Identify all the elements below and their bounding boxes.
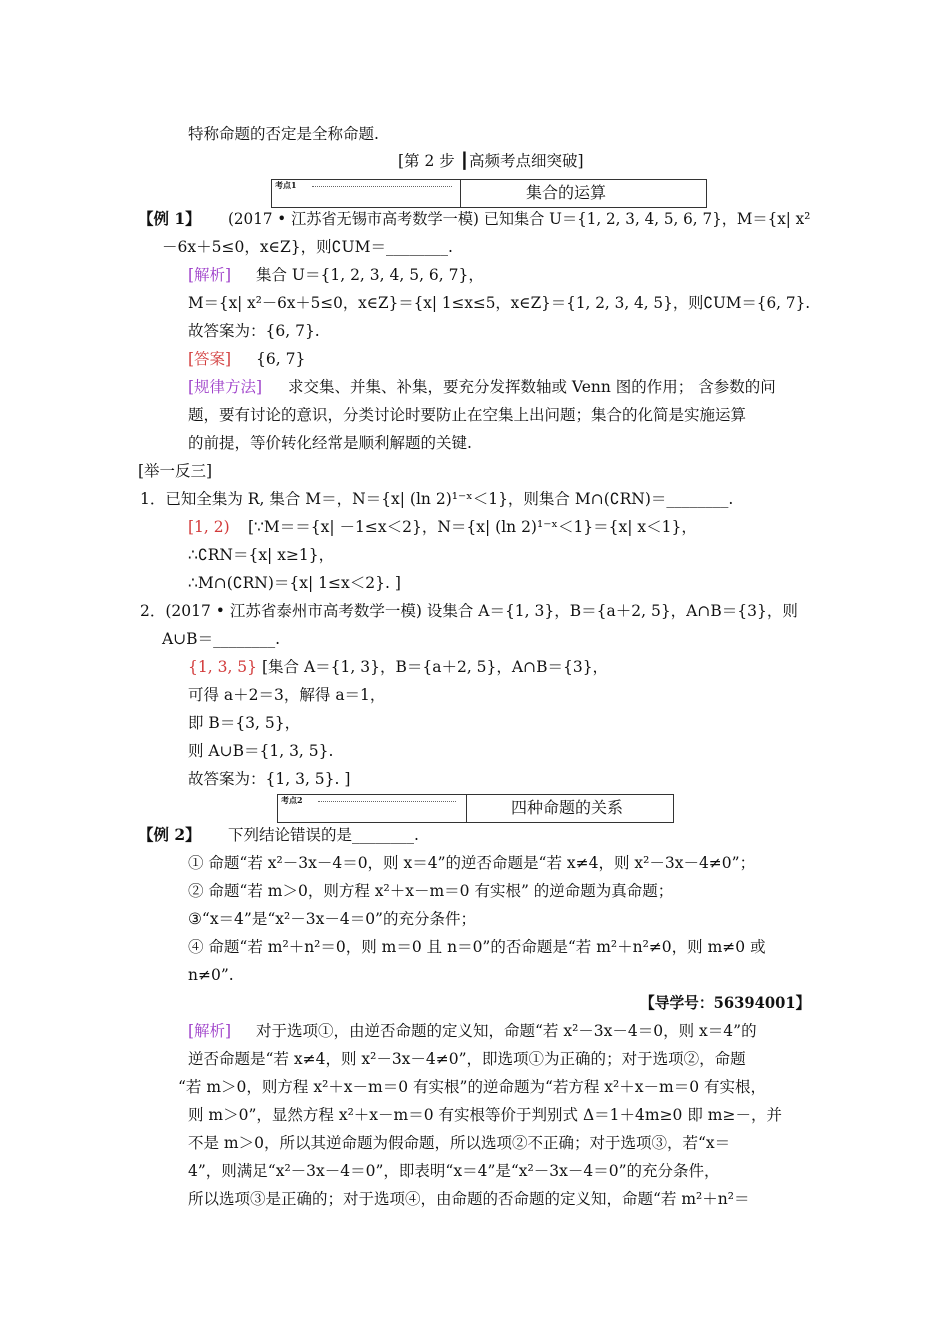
text-line: 即 B＝{3, 5}， [188, 714, 301, 732]
option-1: ① 命题“若 x²－3x－4＝0，则 x＝4”的逆否命题是“若 x≠4，则 x²－3x－4≠0”； [188, 854, 756, 872]
text-line: 求交集、并集、补集，要充分发挥数轴或 Venn 图的作用； 含参数的问 [288, 378, 776, 396]
analysis-tag: [解析] [188, 1022, 232, 1040]
text-line: 题，要有讨论的意识，分类讨论时要防止在空集上出问题；集合的化简是实施运算 [188, 406, 747, 424]
text-line: “若 m＞0，则方程 x²＋x－m＝0 有实根”的逆命题为“若方程 x²＋x－m＝0 有实根， [178, 1078, 766, 1096]
text-line: 故答案为：{6, 7}. [188, 322, 320, 340]
method-tag: [规律方法] [188, 378, 263, 396]
topic-tag: 考点1 [275, 180, 297, 190]
text-line: 所以选项③是正确的；对于选项④，由命题的否命题的定义知，命题“若 m²＋n²＝ [188, 1190, 750, 1208]
text-line: ∴∁RN＝{x| x≥1}， [188, 546, 335, 564]
text-line: 集合 U＝{1, 2, 3, 4, 5, 6, 7}， [256, 266, 484, 284]
option-4: ④ 命题“若 m²＋n²＝0，则 m＝0 且 n＝0”的否命题是“若 m²＋n²≠0，则 m≠0 或 [188, 938, 766, 956]
text-line: －6x＋5≤0，x∈Z}，则∁UM＝________. [162, 238, 453, 256]
answer-value: {6, 7} [256, 350, 306, 368]
option-3: ③“x＝4”是“x²－3x－4＝0”的充分条件； [188, 910, 476, 928]
topic-title: 集合的运算 [526, 183, 607, 202]
text-line: M＝{x| x²－6x＋5≤0，x∈Z}＝{x| 1≤x≤5，x∈Z}＝{1, 2, 3, 4, 5}，则∁UM＝{6, 7}. [188, 294, 811, 312]
answer-tag: [答案] [188, 350, 232, 368]
text-line: 则 A∪B＝{1, 3, 5}. [188, 742, 334, 760]
text-line: ∴M∩(∁RN)＝{x| 1≤x＜2}. ] [188, 574, 401, 592]
text-line: 对于选项①，由逆否命题的定义知，命题“若 x²－3x－4＝0，则 x＝4”的 [256, 1022, 757, 1040]
text-line: [∵M＝＝{x| －1≤x＜2}，N＝{x| (ln 2)¹⁻ˣ＜1}＝{x| x＜1}， [248, 518, 697, 536]
option-2: ② 命题“若 m＞0，则方程 x²＋x－m＝0 有实根” 的逆命题为真命题； [188, 882, 674, 900]
topic-box-2 [277, 794, 674, 823]
divider [466, 795, 467, 822]
section-label: [举一反三] [138, 462, 213, 480]
text-line: [集合 A＝{1, 3}，B＝{a＋2, 5}，A∩B＝{3}， [262, 658, 609, 676]
answer-value: [1, 2) [188, 518, 230, 536]
text-line: 4”，则满足“x²－3x－4＝0”，即表明“x＝4”是“x²－3x－4＝0”的充分条件， [188, 1162, 720, 1180]
section-heading: [第 2 步 ┃高频考点细突破] [398, 152, 584, 170]
text-line: 的前提，等价转化经常是顺利解题的关键. [188, 434, 472, 452]
text-line: 不是 m＞0，所以其逆命题为假命题，所以选项②不正确；对于选项③，若“x＝ [188, 1134, 731, 1152]
divider [318, 801, 456, 802]
text-line: 下列结论错误的是________. [228, 826, 419, 844]
analysis-tag: [解析] [188, 266, 232, 284]
text-line: 故答案为：{1, 3, 5}. ] [188, 770, 351, 788]
answer-value: {1, 3, 5} [188, 658, 258, 676]
guide-number: 【导学号：56394001】 [640, 993, 811, 1012]
text-line: 逆否命题是“若 x≠4，则 x²－3x－4≠0”，即选项①为正确的；对于选项②，命题 [188, 1050, 746, 1068]
example-label: 【例 1】 [138, 209, 201, 228]
question-2: 2．(2017 • 江苏省泰州市高考数学一模) 设集合 A＝{1, 3}，B＝{a＋2, 5}，A∩B＝{3}，则 [140, 602, 798, 620]
question-1: 1．已知全集为 R, 集合 M＝，N＝{x| (ln 2)¹⁻ˣ＜1}，则集合 M∩(∁RN)＝________. [140, 490, 734, 508]
text-line: 则 m＞0”，显然方程 x²＋x－m＝0 有实根等价于判别式 Δ＝1＋4m≥0 即 m≥－，并 [188, 1106, 782, 1124]
text-line: A∪B＝________. [162, 630, 280, 648]
topic-title: 四种命题的关系 [511, 798, 624, 817]
divider [460, 180, 461, 207]
topic-tag: 考点2 [281, 795, 303, 805]
text-line: 可得 a＋2＝3，解得 a＝1， [188, 686, 386, 704]
text-line: 特称命题的否定是全称命题. [188, 125, 379, 143]
divider [312, 186, 452, 187]
example-label: 【例 2】 [138, 825, 201, 844]
topic-box-1 [271, 179, 707, 208]
text-line: n≠0”. [188, 966, 234, 984]
text-line: (2017 • 江苏省无锡市高考数学一模) 已知集合 U＝{1, 2, 3, 4, 5, 6, 7}，M＝{x| x² [228, 210, 811, 228]
